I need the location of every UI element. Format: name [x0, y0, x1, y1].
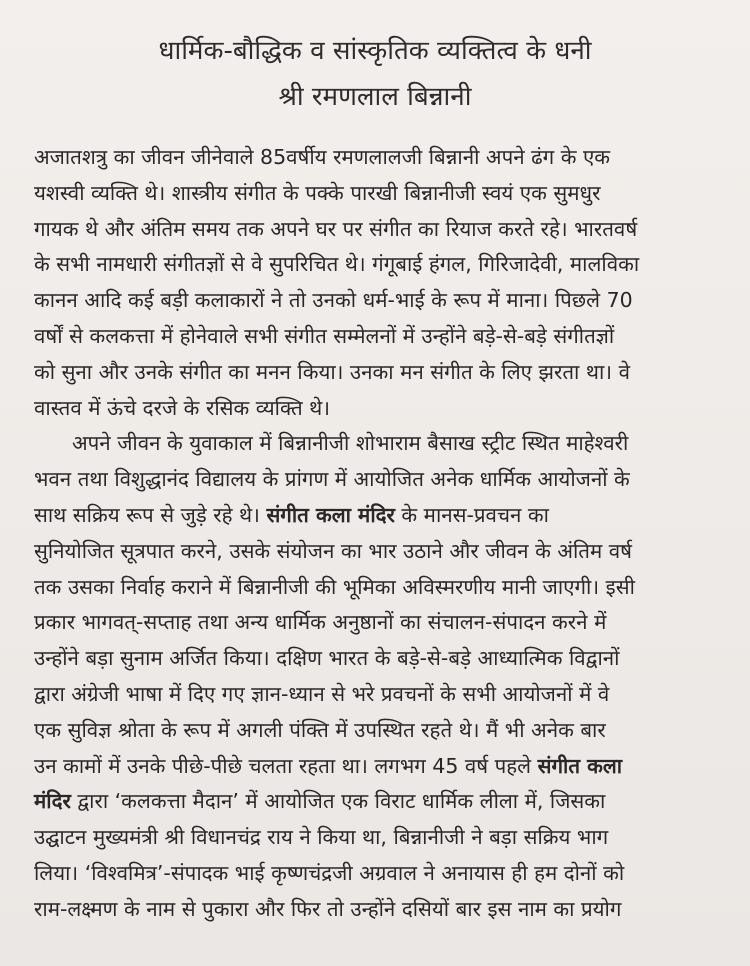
- paragraph-2-line: लिया। ‘विश्वमित्र’-संपादक भाई कृष्णचंद्रजी अग्रवाल ने अनायास ही हम दोनों को: [34, 860, 625, 885]
- paragraph-1-line: के सभी नामधारी संगीतज्ञों से वे सुपरिचित थे। गंगूबाई हंगल, गिरिजादेवी, मालविका: [34, 252, 640, 277]
- paragraph-1-line: कानन आदि कई बड़ी कलाकारों ने तो उनको धर्म-भाई के रूप में माना। पिछले 70: [34, 288, 633, 313]
- paragraph-1-line: वर्षों से कलकत्ता में होनेवाले सभी संगीत सम्मेलनों में उन्होंने बड़े-से-बड़े संगीतज्ञों: [34, 323, 615, 348]
- paragraph-2-line: तक उसका निर्वाह कराने में बिन्नानीजी की भूमिका अविस्मरणीय मानी जाएगी। इसी: [34, 574, 635, 599]
- paragraph-1: [34, 140, 724, 426]
- text-run: उन कामों में उनके पीछे-पीछे चलता रहता था। लगभग 45 वर्ष पहले: [34, 753, 538, 778]
- emphasized-text: मंदिर: [34, 789, 71, 814]
- paragraph-2-line: राम-लक्ष्मण के नाम से पुकारा और फिर तो उन्होंने दसियों बार इस नाम का प्रयोग: [34, 896, 622, 921]
- title-line-1: धार्मिक-बौद्धिक व सांस्कृतिक व्यक्तित्व के धनी: [158, 36, 592, 66]
- paragraph-1-line: यशस्वी व्यक्ति थे। शास्त्रीय संगीत के पक्के पारखी बिन्नानीजी स्वयं एक सुमधुर: [34, 180, 601, 205]
- paragraph-2-line: [34, 749, 724, 785]
- paragraph-1-line: गायक थे और अंतिम समय तक अपने घर पर संगीत का रियाज करते रहे। भारतवर्ष: [34, 216, 638, 241]
- text-run: के मानस-प्रवचन का: [394, 502, 549, 527]
- text-run: साथ सक्रिय रूप से जुड़े रहे थे।: [34, 502, 267, 527]
- paragraph-2-line: उद्घाटन मुख्यमंत्री श्री विधानचंद्र राय ने किया था, बिन्नानीजी ने बड़ा सक्रिय भाग: [34, 825, 609, 850]
- paragraph-1-line: को सुना और उनके संगीत का मनन किया। उनका मन संगीत के लिए झरता था। वे: [34, 359, 630, 384]
- paragraph-2-line: एक सुविज्ञ श्रोता के रूप में अगली पंक्ति में उपस्थित रहते थे। मैं भी अनेक बार: [34, 717, 606, 742]
- text-run: द्वारा ‘कलकत्ता मैदान’ में आयोजित एक विराट धार्मिक लीला में, जिसका: [70, 789, 606, 814]
- paragraph-2-line: अपने जीवन के युवाकाल में बिन्नानीजी शोभाराम बैसाख स्ट्रीट स्थित माहेश्वरी: [72, 431, 629, 456]
- emphasized-text: संगीत कला मंदिर: [266, 502, 395, 527]
- paragraph-2-line: भवन तथा विशुद्धानंद विद्यालय के प्रांगण में आयोजित अनेक धार्मिक आयोजनों के: [34, 467, 630, 492]
- paragraph-2-line: [34, 498, 724, 534]
- chapter-title: [0, 28, 750, 120]
- paragraph-2-line: प्रकार भागवत्-सप्ताह तथा अन्य धार्मिक अनुष्ठानों का संचालन-संपादन करने में: [34, 610, 607, 635]
- paragraph-1-line: अजातशत्रु का जीवन जीनेवाले 85वर्षीय रमणलालजी बिन्नानी अपने ढंग के एक: [34, 145, 611, 169]
- paragraph-2-line: [34, 784, 724, 820]
- title-line-2: श्री रमणलाल बिन्नानी: [278, 82, 472, 112]
- paragraph-2-line: द्वारा अंग्रेजी भाषा में दिए गए ज्ञान-ध्यान से भरे प्रवचनों के सभी आयोजनों में वे: [34, 681, 610, 706]
- body-text: [34, 140, 724, 928]
- paragraph-2: [34, 426, 724, 927]
- emphasized-text: संगीत कला: [537, 753, 623, 778]
- paragraph-2-line: सुनियोजित सूत्रपात करने, उसके संयोजन का भार उठाने और जीवन के अंतिम वर्ष: [34, 538, 633, 563]
- paragraph-2-line: उन्होंने बड़ा सुनाम अर्जित किया। दक्षिण भारत के बड़े-से-बड़े आध्यात्मिक विद्वानों: [34, 646, 620, 671]
- paragraph-1-line: वास्तव में ऊंचे दरजे के रसिक व्यक्ति थे।: [34, 395, 331, 420]
